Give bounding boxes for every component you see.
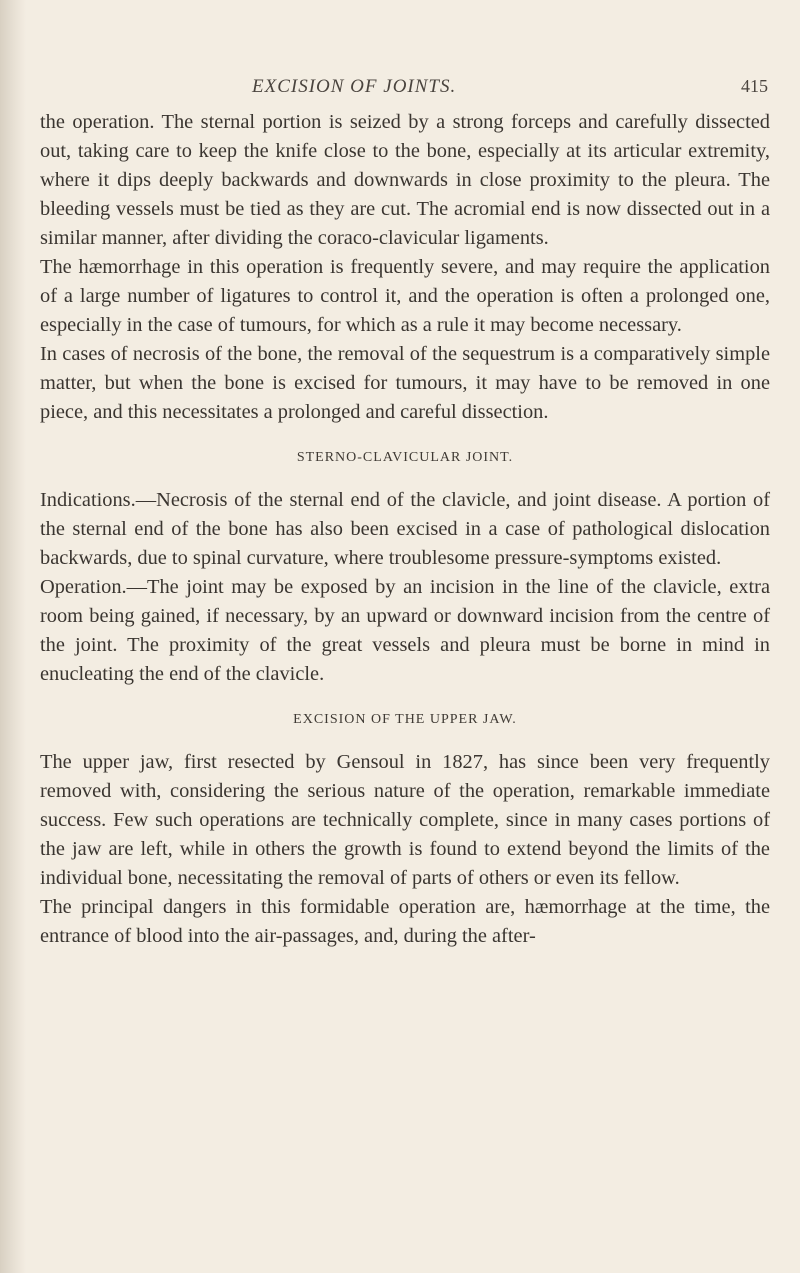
running-title: EXCISION OF JOINTS.: [252, 76, 457, 97]
paragraph-continuation: the operation. The sternal portion is seized by a strong forceps and carefully dissected out, taking care to keep the knife close to the bone, especially at its articular extremity, where it dips deeply backwards and downwards in close proximity to the pleura. The bleeding vessels must be tied as they are cut. The acromial end is now dissected out in a similar manner, after dividing the coraco-clavicular ligaments.: [40, 111, 770, 249]
section-heading-sterno-clavicular: STERNO-CLAVICULAR JOINT.: [296, 450, 514, 465]
section-heading-upper-jaw: EXCISION OF THE UPPER JAW.: [293, 712, 517, 727]
running-head: [40, 76, 770, 106]
paragraph-upper-jaw: The upper jaw, first resected by Gensoul in 1827, has since been very frequently removed with, considering the serious nature of the operation, remarkable immediate success. Few such operations are technically complete, since in many cases portions of the jaw are left, while in others the growth is found to extend beyond the limits of the individual bone, necessitating the removal of parts of others or even its fellow.: [40, 751, 770, 889]
paragraph-operation: Operation.—The joint may be exposed by an incision in the line of the clavicle, extra room being gained, if necessary, by an upward or downward incision from the centre of the joint. The proximity of the great vessels and pleura must be borne in mind in enucleating the end of the clavicle.: [40, 576, 770, 685]
book-page: [40, 0, 770, 1273]
paragraph-haemorrhage: The hæmorrhage in this operation is frequently severe, and may require the application of a large number of ligatures to control it, and the operation is often a prolonged one, especially in the case of tumours, for which as a rule it may become necessary.: [40, 256, 770, 336]
page-number: 415: [741, 76, 768, 96]
paragraph-necrosis: In cases of necrosis of the bone, the removal of the sequestrum is a comparatively simple matter, but when the bone is excised for tumours, it may have to be removed in one piece, and this necessitates a prolonged and careful dissection.: [40, 343, 770, 423]
paragraph-principal-dangers: The principal dangers in this formidable operation are, hæmorrhage at the time, the entrance of blood into the air-passages, and, during the after-: [40, 896, 770, 947]
body-text: [40, 108, 770, 951]
binding-shadow: [0, 0, 26, 1273]
paragraph-indications: Indications.—Necrosis of the sternal end of the clavicle, and joint disease. A portion of the sternal end of the bone has also been excised in a case of pathological dislocation backwards, due to spinal curvature, where troublesome pressure-symptoms existed.: [40, 489, 770, 569]
